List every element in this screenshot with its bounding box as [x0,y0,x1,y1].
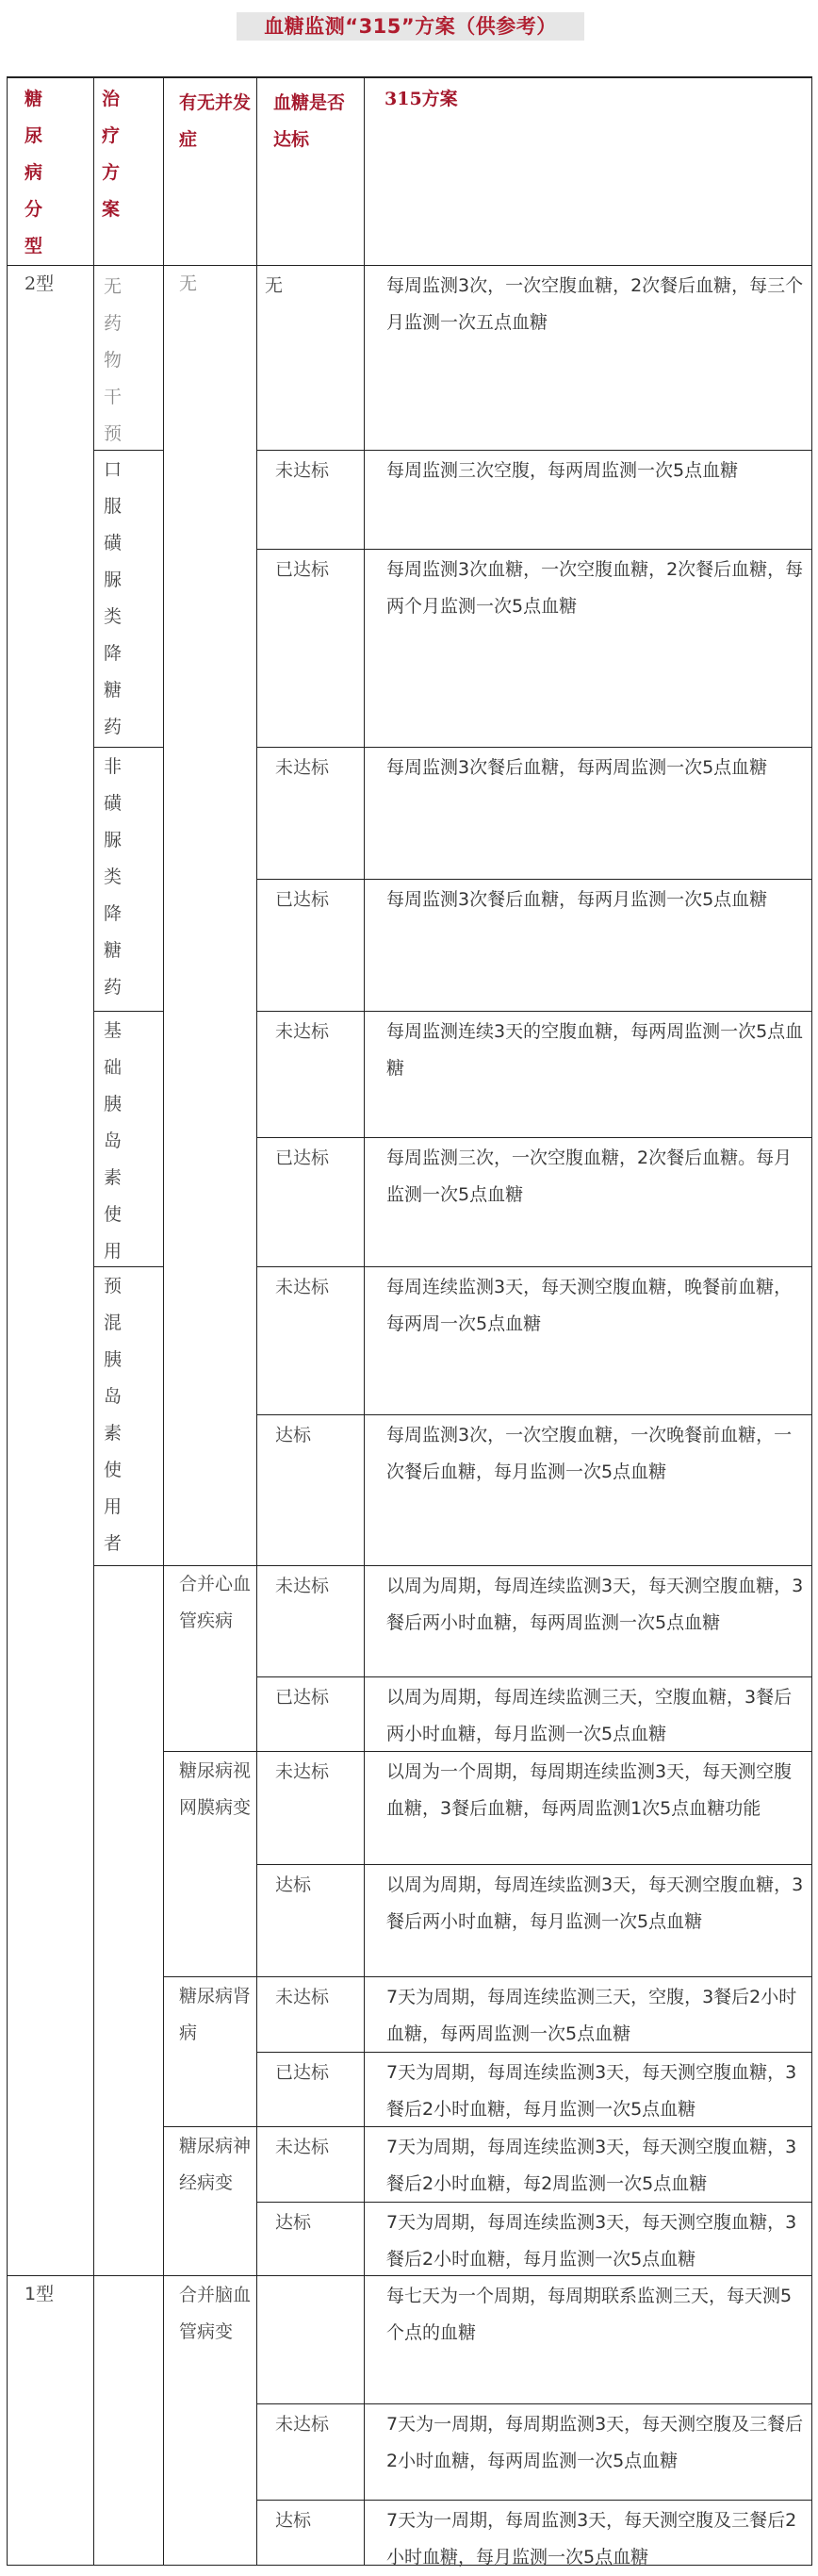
glucose-status-cell: 已达标 [275,2062,330,2083]
glucose-status-cell: 未达标 [275,1277,330,1297]
plan-cell: 7天为周期，每周连续监测3天，每天测空腹血糖，3餐后2小时血糖，每月监测一次5点血糖 [386,2212,797,2270]
glucose-status-cell: 达标 [275,1874,312,1895]
complication-cell: 糖尿病神经病变 [179,2136,252,2193]
complication-divider [163,1751,256,1752]
glucose-status-cell: 达标 [275,2212,312,2233]
header-treatment: 治疗方案 [102,89,121,220]
glucose-status-cell: 未达标 [275,1987,330,2007]
complication-divider [163,1976,256,1977]
glucose-status-cell: 已达标 [275,559,330,580]
row-divider [256,1565,811,1566]
glucose-status-cell: 已达标 [275,1148,330,1168]
row-divider [256,450,811,451]
complication-divider [163,2275,256,2276]
column-divider [163,76,164,2565]
glucose-status-cell: 未达标 [275,1021,330,1042]
row-divider [256,1011,811,1012]
complication-cell: 合并脑血管病变 [179,2285,252,2342]
header-complication: 有无并发症 [179,92,252,150]
row-divider [256,1266,811,1267]
glucose-status-cell: 已达标 [275,889,330,910]
plan-cell: 以周为周期，每周连续监测3天，每天测空腹血糖，3餐后两小时血糖，每两周监测一次5点血糖 [386,1576,804,1633]
plan-cell: 每周监测3次，一次空腹血糖，2次餐后血糖，每三个月监测一次五点血糖 [386,275,804,333]
row-divider [256,549,811,550]
treatment-cell: 非磺脲类降糖药 [104,756,123,998]
plan-cell: 每周监测连续3天的空腹血糖，每两周监测一次5点血糖 [386,1021,804,1079]
page-title: 血糖监测“315”方案（供参考） [237,12,584,41]
header-plan: 315方案 [384,89,458,109]
plan-cell: 7天为一周期，每周监测3天，每天测空腹及三餐后2小时血糖，每月监测一次5点血糖 [386,2510,797,2568]
table-right-border [811,76,812,2566]
glucose-status-cell: 未达标 [275,2414,330,2435]
row-divider [256,1676,811,1677]
row-divider [256,1864,811,1865]
plan-cell: 每周连续监测3天，每天测空腹血糖，晚餐前血糖，每两周一次5点血糖 [386,1277,793,1334]
row-divider [256,1414,811,1415]
plan-cell: 以周为周期，每周连续监测三天，空腹血糖，3餐后两小时血糖，每月监测一次5点血糖 [386,1687,793,1744]
glucose-status-cell: 达标 [275,2510,312,2531]
glucose-status-cell: 无 [265,275,284,296]
treatment-divider [93,2275,163,2276]
plan-cell: 以周为周期，每周连续监测3天，每天测空腹血糖，3餐后两小时血糖，每月监测一次5点血糖 [386,1874,804,1932]
complication-cell: 合并心血管疾病 [179,1574,252,1631]
plan-cell: 7天为周期，每周连续监测3天，每天测空腹血糖，3餐后2小时血糖，每2周监测一次5点血糖 [386,2137,797,2194]
treatment-cell: 基础胰岛素使用 [104,1020,123,1262]
complication-cell: 糖尿病肾病 [179,1986,252,2043]
plan-cell: 每周监测3次，一次空腹血糖，一次晚餐前血糖，一次餐后血糖，每月监测一次5点血糖 [386,1425,793,1482]
glucose-status-cell: 未达标 [275,2137,330,2157]
plan-cell: 7天为周期，每周连续监测3天，每天测空腹血糖，3餐后2小时血糖，每月监测一次5点血糖 [386,2062,797,2120]
complication-divider [163,2126,256,2127]
treatment-divider [93,1565,163,1566]
glucose-status-cell: 达标 [275,1425,312,1445]
table-top-border [7,76,811,78]
row-divider [256,2500,811,2501]
header-glucose-status: 血糖是否达标 [273,92,346,150]
glucose-status-cell: 未达标 [275,757,330,778]
plan-cell: 每七天为一个周期，每周期联系监测三天，每天测5个点的血糖 [386,2286,793,2343]
treatment-divider [93,1011,163,1012]
plan-cell: 每周监测三次，一次空腹血糖，2次餐后血糖。每月监测一次5点血糖 [386,1148,793,1205]
plan-cell: 每周监测3次血糖，一次空腹血糖，2次餐后血糖，每两个月监测一次5点血糖 [386,559,804,617]
header-type: 糖尿病分型 [25,89,43,256]
type-2: 2型 [25,273,55,294]
plan-cell: 7天为一周期，每周期监测3天，每天测空腹及三餐后2小时血糖，每两周监测一次5点血糖 [386,2414,804,2471]
complication-cell: 无 [179,273,198,294]
glucose-status-cell: 未达标 [275,1576,330,1596]
table-left-border [7,76,8,2565]
plan-cell: 7天为周期，每周连续监测三天，空腹，3餐后2小时血糖，每两周监测一次5点血糖 [386,1987,797,2044]
row-divider [256,2403,811,2404]
treatment-cell: 预混胰岛素使用者 [104,1276,123,1554]
treatment-divider [93,747,163,748]
plan-cell: 以周为一个周期，每周期连续监测3天，每天测空腹血糖，3餐后血糖，每两周监测1次5点血糖功能 [386,1761,793,1819]
glucose-status-cell: 未达标 [275,1761,330,1782]
row-divider [256,1976,811,1977]
glucose-status-cell: 已达标 [275,1687,330,1708]
row-divider [256,1137,811,1138]
row-divider [256,747,811,748]
glucose-status-cell: 未达标 [275,460,330,481]
treatment-cell: 口服磺脲类降糖药 [104,459,123,737]
header-divider [7,265,811,266]
complication-cell: 糖尿病视网膜病变 [179,1760,252,1818]
plan-cell: 每周监测3次餐后血糖，每两周监测一次5点血糖 [386,757,768,778]
type-1: 1型 [25,2284,55,2304]
plan-cell: 每周监测三次空腹，每两周监测一次5点血糖 [386,460,739,481]
treatment-cell: 无药物干预 [104,276,123,444]
row-divider [256,879,811,880]
plan-cell: 每周监测3次餐后血糖，每两月监测一次5点血糖 [386,889,768,910]
